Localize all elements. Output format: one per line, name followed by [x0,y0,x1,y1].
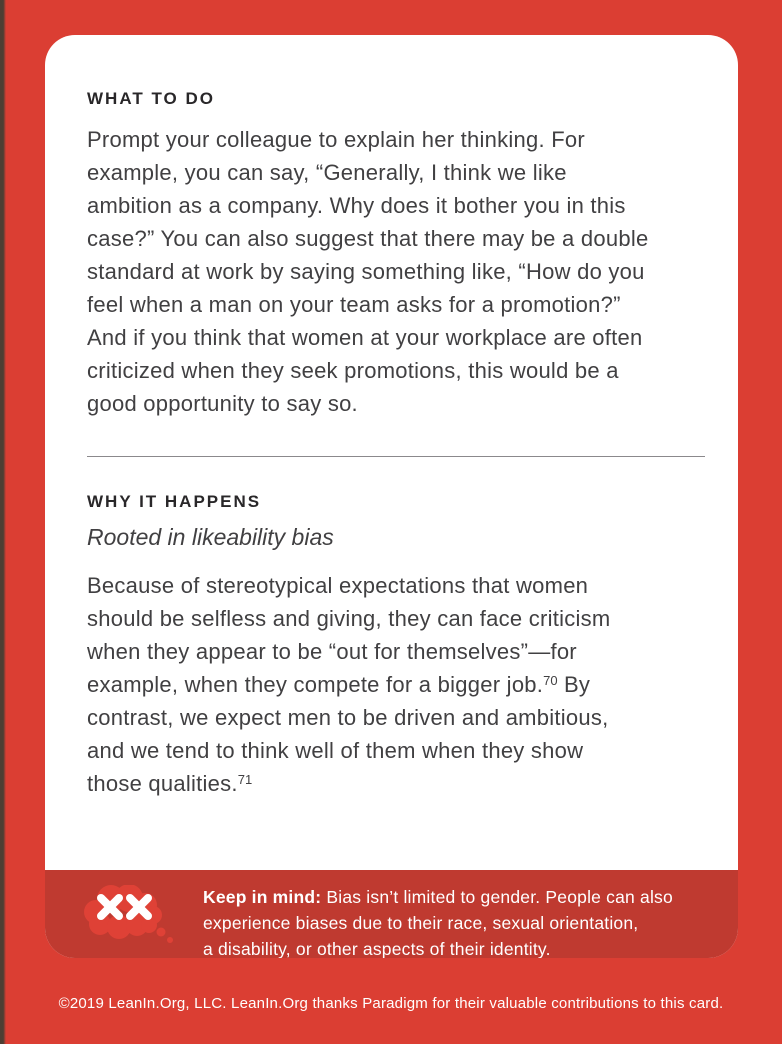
why-it-happens-paragraph [87,569,706,800]
paragraph-line: example, you can say, “Generally, I think we like [87,160,567,185]
paragraph-line: feel when a man on your team asks for a promotion?” [87,292,621,317]
card-content [45,35,738,800]
thought-bubble-xx-icon [83,885,175,943]
keep-in-mind-banner [45,870,738,958]
keep-in-mind-label: Keep in mind: [203,887,322,907]
keep-in-mind-text [203,884,673,958]
banner-line-rest: Bias isn’t limited to gender. People can also [321,887,673,907]
banner-line: experience biases due to their race, sexual orientation, [203,913,639,933]
paragraph-line: Because of stereotypical expectations that women [87,573,589,598]
paragraph-line: And if you think that women at your workplace are often [87,325,643,350]
banner-line: a disability, or other aspects of their identity. [203,939,551,958]
why-it-happens-heading: WHY IT HAPPENS [87,492,262,511]
copyright-footer: ©2019 LeanIn.Org, LLC. LeanIn.Org thanks Paradigm for their valuable contributions to this card. [58,995,724,1012]
section-divider [87,456,705,457]
paragraph-line: should be selfless and giving, they can face criticism [87,606,611,631]
paragraph-line: good opportunity to say so. [87,391,358,416]
paragraph-line: example, when they compete for a bigger job.$^{70}$ By [87,672,591,697]
bias-card [45,35,738,958]
what-to-do-paragraph [87,123,706,420]
bias-type-subtitle: Rooted in likeability bias [87,524,334,550]
paragraph-line: and we tend to think well of them when they show [87,738,584,763]
banner-line [203,884,673,910]
paragraph-line: those qualities.$^{71}$ [87,771,253,796]
paragraph-line: contrast, we expect men to be driven and ambitious, [87,705,609,730]
what-to-do-heading: WHAT TO DO [87,89,215,108]
paragraph-line: Prompt your colleague to explain her thinking. For [87,127,585,152]
paragraph-line: ambition as a company. Why does it bother you in this [87,193,626,218]
paragraph-line: criticized when they seek promotions, this would be a [87,358,619,383]
page-edge-shadow [0,0,6,1044]
paragraph-line: standard at work by saying something like, “How do you [87,259,645,284]
paragraph-line: case?” You can also suggest that there may be a double [87,226,649,251]
paragraph-line: when they appear to be “out for themselves”—for [87,639,577,664]
